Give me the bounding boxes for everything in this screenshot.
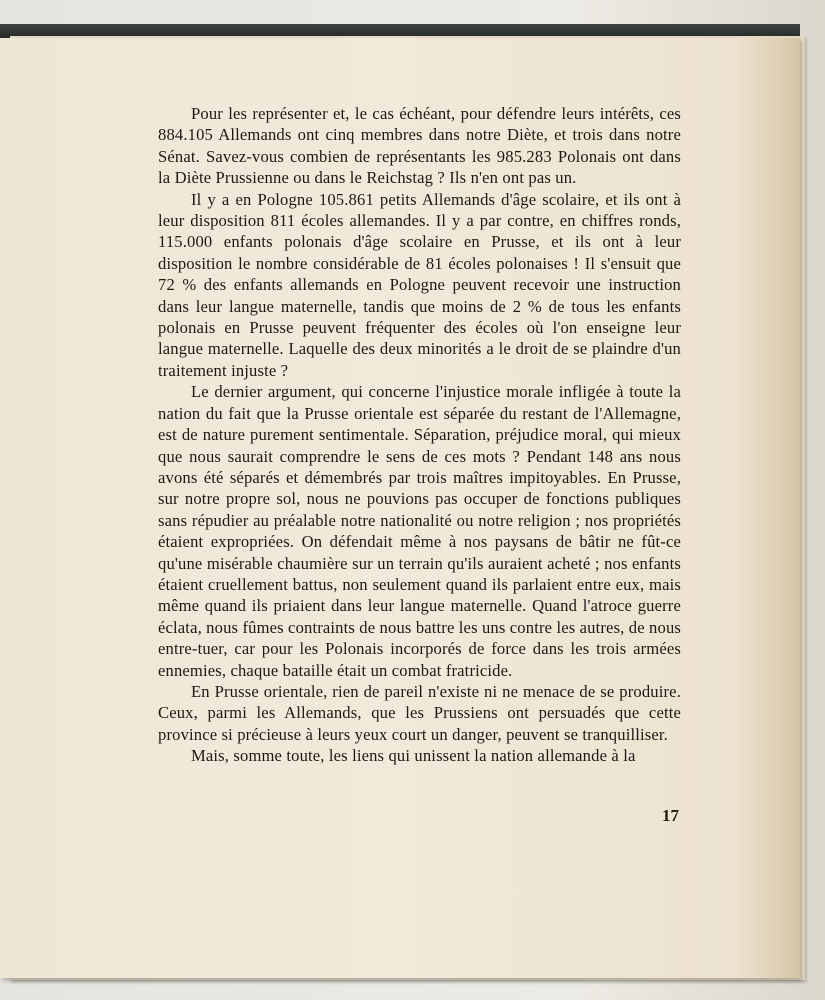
page-body-text [158,103,681,767]
paragraph: Il y a en Pologne 105.861 petits Allemands d'âge scolaire, et ils ont à leur disposition 811 écoles allemandes. Il y a par contre, en chiffres ronds, 115.000 enfants polonais d'âge scolaire en Prusse, et ils ont à leur disposition le nombre considérable de 81 écoles polonaises ! Il s'ensuit que 72 % des enfants allemands en Pologne peuvent recevoir une instruction dans leur langue maternelle, tandis que moins de 2 % de tous les enfants polonais en Prusse peuvent fréquenter des écoles où l'on enseigne leur langue maternelle. Laquelle des deux minorités a le droit de se plaindre d'un traitement injuste ? [158,189,681,380]
paragraph: Le dernier argument, qui concerne l'injustice morale infligée à toute la nation du fait que la Prusse orientale est séparée du restant de l'Allemagne, est de nature purement sentimentale. Séparation, préjudice moral, qui mieux que nous saurait comprendre le sens de ces mots ? Pendant 148 ans nous avons été séparés et démembrés par trois maîtres impitoyables. En Prusse, sur notre propre sol, nous ne pouvions pas occuper de fonctions publiques sans répudier au préalable notre nationalité ou notre religion ; nos propriétés étaient expropriées. On défendait même à nos paysans de bâtir ne fût-ce qu'une misérable chaumière sur un terrain qu'ils auraient acheté ; nos enfants étaient cruellement battus, non seulement quand ils parlaient entre eux, mais même quand ils priaient dans leur langue maternelle. Quand l'atroce guerre éclata, nous fûmes contraints de nous battre les uns contre les autres, de nous entre-tuer, car pour les Polonais incorporés de force dans les trois armées ennemies, chaque bataille était un combat fratricide. [158,382,681,680]
page-edge-shading [740,38,800,978]
paragraph: Pour les représenter et, le cas échéant, pour défendre leurs intérêts, ces 884.105 Allemands ont cinq membres dans notre Diète, et trois dans notre Sénat. Savez-vous combien de représentants les 985.283 Polonais ont dans la Diète Prussienne ou dans le Reichstag ? Ils n'en ont pas un. [158,104,681,188]
page-number: 17 [662,806,679,825]
paragraph: En Prusse orientale, rien de pareil n'existe ni ne menace de se produire. Ceux, parmi les Allemands, que les Prussiens ont persuadés que cette province si précieuse à leurs yeux court un danger, peuvent se tranquilliser. [158,681,681,744]
paragraph: Mais, somme toute, les liens qui unissent la nation allemande à la [191,746,636,766]
